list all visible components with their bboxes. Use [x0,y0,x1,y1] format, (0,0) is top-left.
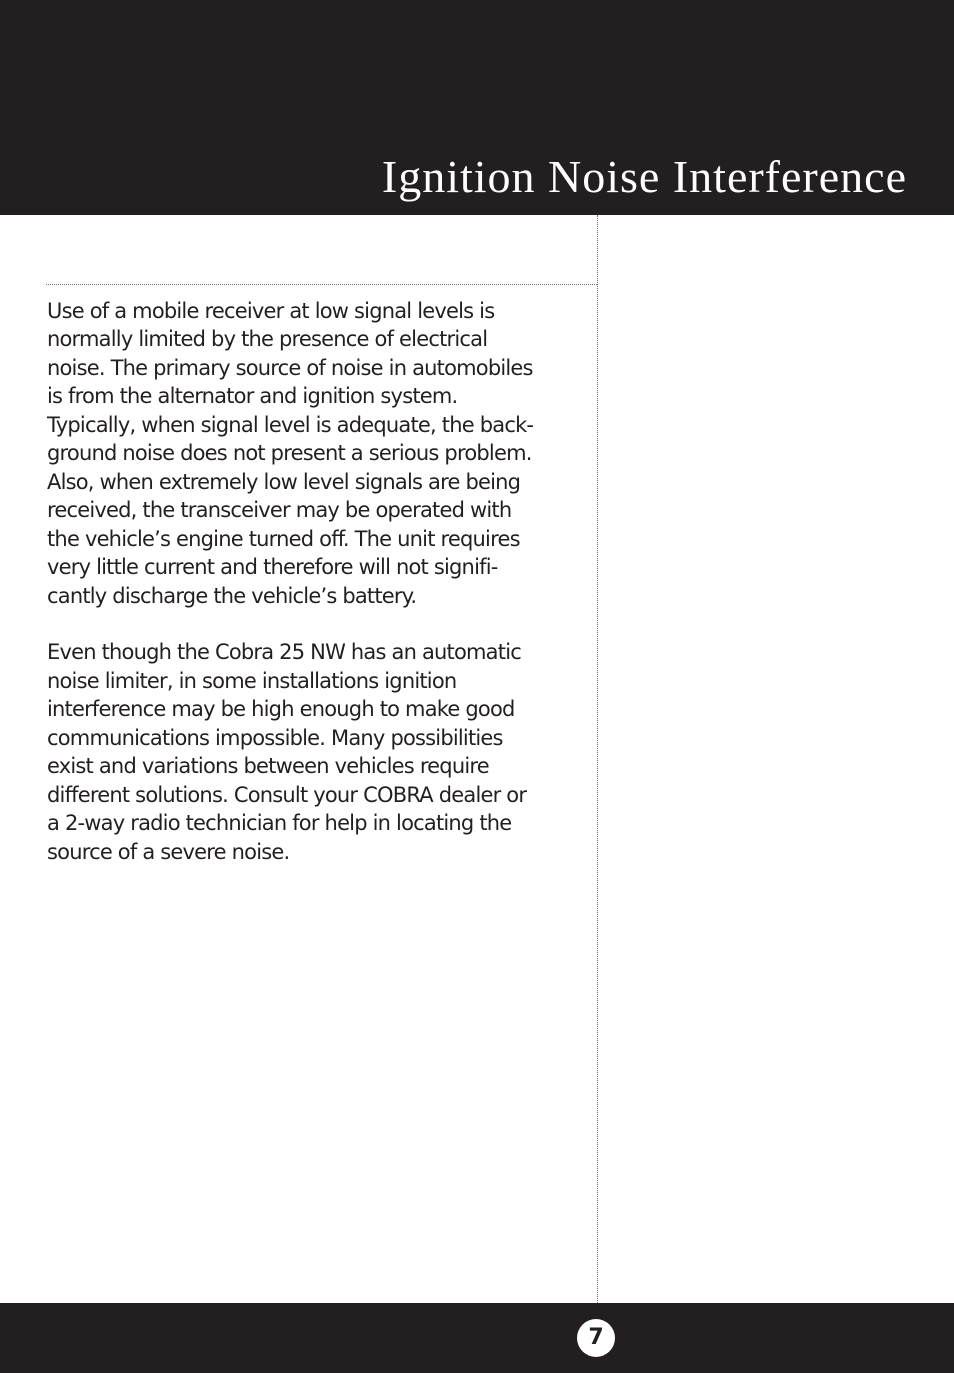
column-divider [597,215,598,1303]
body-paragraph-2: Even though the Cobra 25 NW has an automatic noise limiter, in some installations ignition interference may be high enough to make good communications impossible. Many possibilities exist and variations between vehicles require different solutions. Consult your COBRA dealer or a 2-way radio technician for help in locating the source of a severe noise. [47,640,527,864]
page-number-badge: 7 [577,1319,615,1357]
header-band [0,0,954,215]
top-rule [46,284,597,285]
page-title: Ignition Noise Interference [381,151,907,202]
body-text-column [47,297,592,866]
body-paragraph-1: Use of a mobile receiver at low signal levels is normally limited by the presence of electrical noise. The primary source of noise in automobiles is from the alternator and ignition system. Typically, when signal level is adequate, the back- ground noise does not present a serious problem. Also, when extremely low level signals are being received, the transceiver may be operated with the vehicle’s engine turned off. The unit requires very little current and therefore will not signifi- cantly discharge the vehicle’s battery. [47,299,534,608]
footer-band [0,1303,954,1373]
